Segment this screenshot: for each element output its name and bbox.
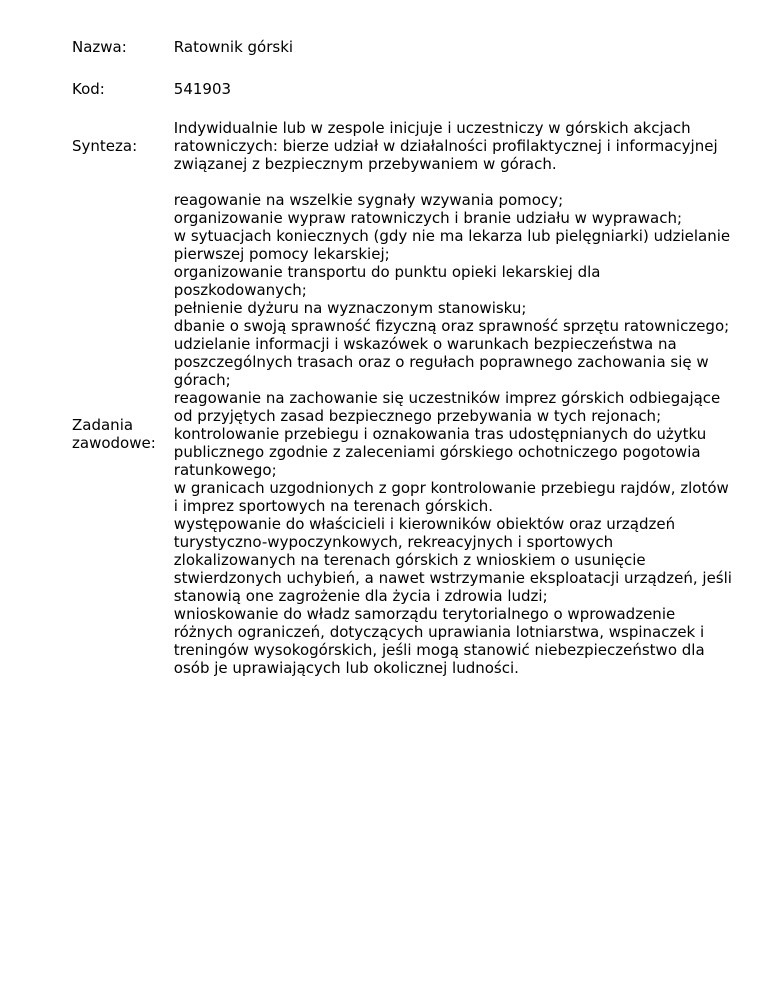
field-value-zadania xyxy=(170,182,736,680)
field-row-zadania xyxy=(68,182,736,680)
field-row-nazwa xyxy=(68,32,736,68)
task-item: dbanie o swoją sprawność fizyczną oraz sprawność sprzętu ratowniczego; xyxy=(173,317,730,335)
task-item: udzielanie informacji i wskazówek o warunkach bezpieczeństwa na poszczególnych trasach oraz o regułach poprawnego zachowania się w górach; xyxy=(173,335,709,389)
task-item: w sytuacjach koniecznych (gdy nie ma lekarza lub pielęgniarki) udzielanie pierwszej pomocy lekarskiej; xyxy=(173,227,731,263)
task-item: w granicach uzgodnionych z gopr kontrolowanie przebiegu rajdów, zlotów i imprez sportowych na terenach górskich. xyxy=(173,479,729,515)
task-item: organizowanie transportu do punktu opieki lekarskiej dla poszkodowanych; xyxy=(173,263,601,299)
occupation-fields-table xyxy=(68,32,736,680)
task-item: reagowanie na wszelkie sygnały wzywania pomocy; xyxy=(173,191,564,209)
task-item: reagowanie na zachowanie się uczestników imprez górskich odbiegające od przyjętych zasad bezpiecznego przebywania w tych rejonach; xyxy=(173,389,721,425)
field-row-synteza xyxy=(68,110,736,182)
field-value-synteza: Indywidualnie lub w zespole inicjuje i uczestniczy w górskich akcjach ratowniczych: bierze udział w działalności profilaktycznej i informacyjnej związanej z bezpiecznym przebywaniem w górach. xyxy=(173,119,718,173)
field-label-kod: Kod: xyxy=(72,80,105,98)
task-item: organizowanie wypraw ratowniczych i branie udziału w wyprawach; xyxy=(173,209,683,227)
task-item: występowanie do właścicieli i kierowników obiektów oraz urządzeń turystyczno-wypoczynkowych, rekreacyjnych i sportowych zlokalizowanych na terenach górskich z wnioskiem o usunięcie stwierdzonych uchybień, a nawet wstrzymanie eksploatacji urządzeń, jeśli stanowią one zagrożenie dla życia i zdrowia ludzi; xyxy=(173,515,732,605)
field-value-nazwa: Ratownik górski xyxy=(173,38,294,56)
field-row-kod xyxy=(68,68,736,110)
task-item: pełnienie dyżuru na wyznaczonym stanowisku; xyxy=(173,299,527,317)
field-value-kod: 541903 xyxy=(173,80,232,98)
task-item: kontrolowanie przebiegu i oznakowania tras udostępnianych do użytku publicznego zgodnie z zaleceniami górskiego ochotniczego pogotowia ratunkowego; xyxy=(173,425,707,479)
task-item: wnioskowanie do władz samorządu terytorialnego o wprowadzenie różnych ograniczeń, dotyczących uprawiania lotniarstwa, wspinaczek i treningów wysokogórskich, jeśli mogą stanowić niebezpieczeństwo dla osób je uprawiających lub okolicznej ludności. xyxy=(173,605,705,677)
field-label-zadania: Zadania zawodowe: xyxy=(72,416,156,452)
field-label-nazwa: Nazwa: xyxy=(72,38,127,56)
field-label-synteza: Synteza: xyxy=(72,137,138,155)
